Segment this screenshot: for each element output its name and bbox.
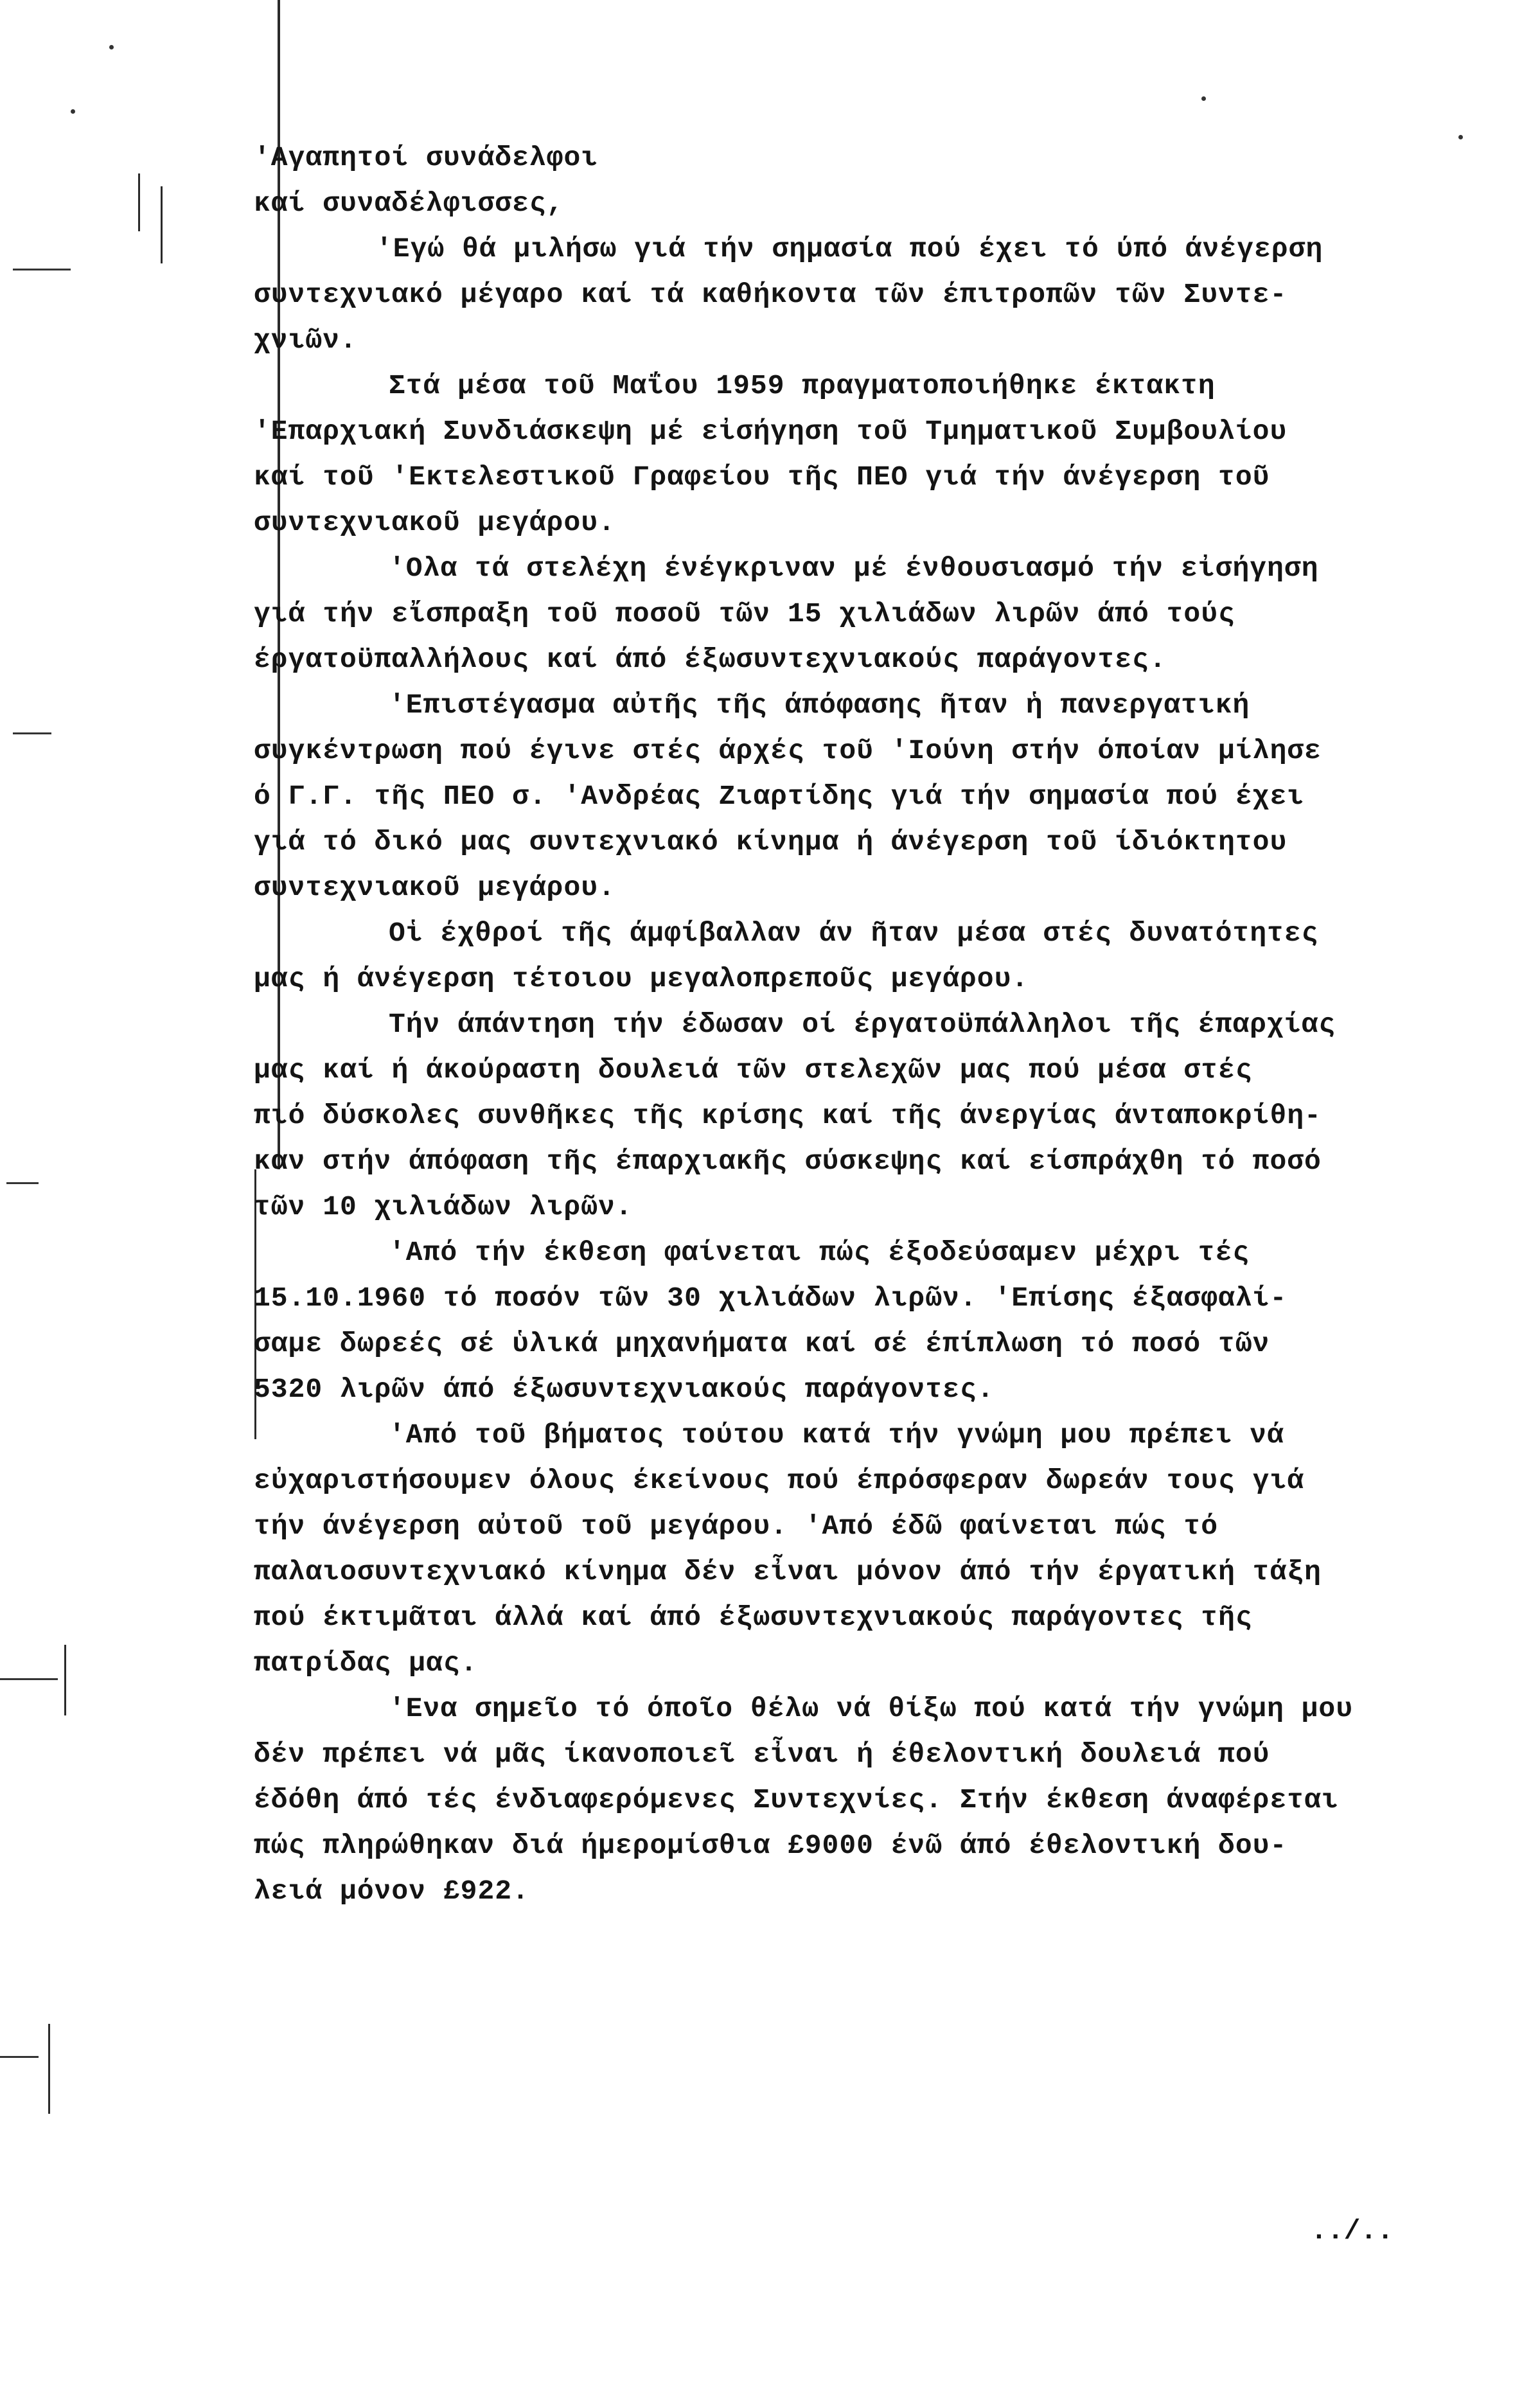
paragraph-line: πατρίδας μας. [254,1647,478,1679]
paragraph-line: παλαιοσυντεχνιακό κίνημα δέν εἶναι μόνον άπό τήν έργατική τάξη [254,1556,1322,1588]
paragraph-line: έδόθη άπό τές ένδιαφερόμενες Συντεχνίες. Στήν έκθεση άναφέρεται [254,1784,1339,1816]
paragraph-line: τήν άνέγερση αὐτοῦ τοῦ μεγάρου. 'Από έδῶ φαίνεται πώς τό [254,1510,1219,1542]
paragraphs [254,226,1487,1914]
document-body [254,135,1487,1914]
paragraph-line: Στά μέσα τοῦ Μαΐου 1959 πραγματοποιήθηκε έκτακτη [389,370,1216,402]
paragraph-line: χνιῶν. [254,324,357,356]
paragraph-line: 'Από τοῦ βήματος τούτου κατά τήν γνώμη μου πρέπει νά [389,1419,1284,1451]
salutation-line: 'Αγαπητοί συνάδελφοι [254,142,599,173]
paragraph-line: συντεχνιακοῦ μεγάρου. [254,872,615,903]
continuation-mark: ../.. [1311,2215,1394,2247]
scan-mark [6,1182,39,1184]
paragraph-line: έργατοϋπαλλήλους καί άπό έξωσυντεχνιακούς παράγοντες. [254,644,1167,675]
paragraph-line: 'Από τήν έκθεση φαίνεται πώς έξοδεύσαμεν μέχρι τές [389,1237,1250,1268]
paragraph-line: 15.10.1960 τό ποσόν τῶν 30 χιλιάδων λιρῶν. 'Επίσης έξασφαλί- [254,1282,1288,1314]
paragraph-line: μας καί ή άκούραστη δουλειά τῶν στελεχῶν μας πού μέσα στές [254,1054,1253,1086]
paragraph-line: σαμε δωρεές σέ ὑλικά μηχανήματα καί σέ έπίπλωση τό ποσό τῶν [254,1328,1270,1360]
scan-mark [138,173,140,231]
paragraph-line: συγκέντρωση πού έγινε στές άρχές τοῦ 'Ιούνη στήν όποίαν μίλησε [254,735,1322,766]
paragraph [254,545,1487,682]
paragraph-line: 'Επαρχιακή Συνδιάσκεψη μέ εἰσήγηση τοῦ Τμηματικοῦ Συμβουλίου [254,416,1288,447]
scan-speck [109,45,114,49]
paragraph-line: πώς πληρώθηκαν διά ήμερομίσθια £9000 ένῶ άπό έθελοντική δου- [254,1830,1288,1861]
paragraph-line: γιά τήν εἴσπραξη τοῦ ποσοῦ τῶν 15 χιλιάδων λιρῶν άπό τούς [254,598,1235,630]
paragraph-line: συντεχνιακό μέγαρο καί τά καθήκοντα τῶν έπιτροπῶν τῶν Συντε- [254,279,1288,310]
scan-mark [161,186,163,263]
paragraph [254,910,1487,1002]
paragraph-line: λειά μόνον £922. [254,1875,529,1907]
scan-mark [13,732,51,734]
paragraph [254,682,1487,910]
scan-mark [13,269,71,270]
scan-mark [48,2024,50,2114]
paragraph-line: καν στήν άπόφαση τῆς έπαρχιακῆς σύσκεψης καί είσπράχθη τό ποσό [254,1146,1322,1177]
scan-speck [71,109,75,114]
scan-mark [0,2056,39,2058]
paragraph-line: δέν πρέπει νά μᾶς ίκανοποιεῖ εἶναι ή έθελοντική δουλειά πού [254,1739,1270,1770]
scan-mark [64,1645,66,1715]
paragraph-line: γιά τό δικό μας συντεχνιακό κίνημα ή άνέγερση τοῦ ίδιόκτητου [254,826,1288,858]
paragraph-line: μας ή άνέγερση τέτοιου μεγαλοπρεποῦς μεγάρου. [254,963,1029,995]
paragraph-line: 'Εγώ θά μιλήσω γιά τήν σημασία πού έχει τό ύπό άνέγερση [376,233,1323,265]
paragraph-line: εὐχαριστήσουμεν όλους έκείνους πού έπρόσφεραν δωρεάν τους γιά [254,1465,1305,1496]
paragraph-line: Οἱ έχθροί τῆς άμφίβαλλαν άν ῆταν μέσα στές δυνατότητες [389,917,1319,949]
salutation-line: καί συναδέλφισσες, [254,188,564,219]
paragraph [254,363,1487,545]
paragraph [254,1412,1487,1686]
paragraph [254,226,1487,363]
paragraph-line: καί τοῦ 'Εκτελεστικοῦ Γραφείου τῆς ΠΕΟ γιά τήν άνέγερση τοῦ [254,461,1270,493]
paragraph [254,1686,1487,1914]
paragraph-line: Τήν άπάντηση τήν έδωσαν οί έργατοϋπάλληλοι τῆς έπαρχίας [389,1009,1336,1040]
paragraph-line: 5320 λιρῶν άπό έξωσυντεχνιακούς παράγοντες. [254,1374,995,1405]
paragraph-line: τῶν 10 χιλιάδων λιρῶν. [254,1191,633,1223]
paragraph-line: 'Ενα σημεῖο τό όποῖο θέλω νά θίξω πού κατά τήν γνώμη μου [389,1693,1354,1724]
paragraph [254,1002,1487,1230]
paragraph [254,1230,1487,1412]
paragraph-line: πού έκτιμᾶται άλλά καί άπό έξωσυντεχνιακούς παράγοντες τῆς [254,1602,1253,1633]
paragraph-line: ό Γ.Γ. τῆς ΠΕΟ σ. 'Ανδρέας Ζιαρτίδης γιά τήν σημασία πού έχει [254,781,1305,812]
scan-speck [1201,96,1206,101]
paragraph-line: 'Επιστέγασμα αὐτῆς τῆς άπόφασης ῆταν ἡ πανεργατική [389,689,1250,721]
paragraph-line: συντεχνιακοῦ μεγάρου. [254,507,615,538]
scan-mark [0,1678,58,1680]
paragraph-line: πιό δύσκολες συνθῆκες τῆς κρίσης καί τῆς άνεργίας άνταποκρίθη- [254,1100,1322,1131]
paragraph-line: 'Ολα τά στελέχη ένέγκριναν μέ ένθουσιασμό τήν εἰσήγηση [389,553,1319,584]
